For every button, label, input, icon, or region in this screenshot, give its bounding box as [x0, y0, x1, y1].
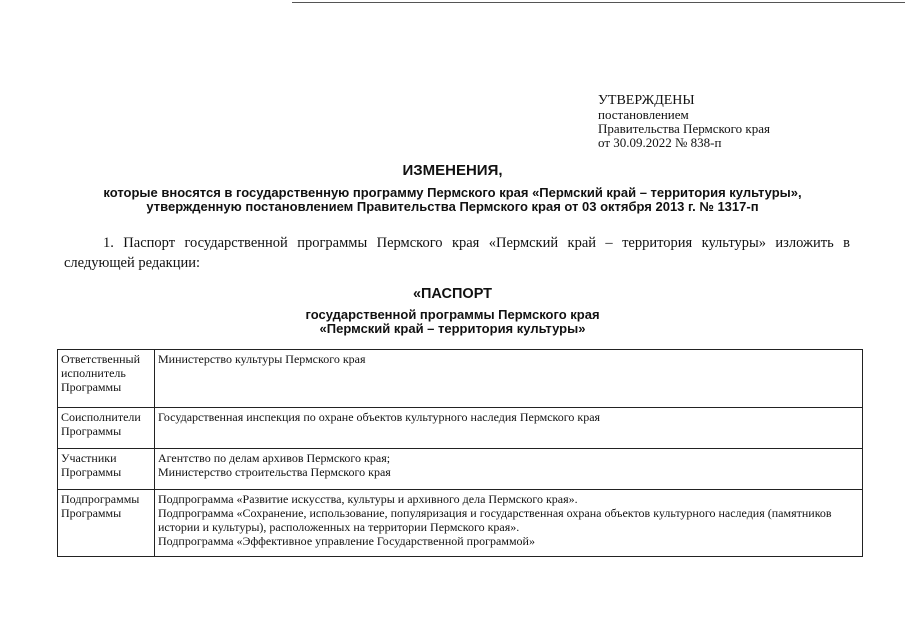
- row-value-line: Министерство культуры Пермского края: [158, 352, 366, 366]
- row-value-line: Государственная инспекция по охране объектов культурного наследия Пермского края: [158, 410, 601, 424]
- row-value: [155, 350, 863, 408]
- row-value-line: Подпрограмма «Эффективное управление Государственной программой»: [158, 534, 535, 548]
- row-label: Соисполнители Программы: [58, 408, 155, 449]
- passport-title: «ПАСПОРТ: [412, 286, 493, 302]
- approval-line: постановлением: [598, 107, 689, 122]
- passport-subtitle: государственной программы Пермского края: [305, 307, 600, 322]
- body-paragraph: 1. Паспорт государственной программы Пермского края «Пермский край – территория культуры» изложить в следующей редакции:: [64, 235, 850, 271]
- table-row: [58, 408, 863, 449]
- approval-stamp: [598, 94, 770, 150]
- passport-table: [57, 349, 863, 557]
- row-value: [155, 408, 863, 449]
- top-border-line: [292, 2, 905, 3]
- approval-line: Правительства Пермского края: [598, 121, 770, 136]
- passport-subtitle: «Пермский край – территория культуры»: [319, 321, 586, 336]
- document-subtitle: которые вносятся в государственную программу Пермского края «Пермский край – территория культуры»,: [103, 185, 802, 200]
- approval-line: от 30.09.2022 № 838-п: [598, 135, 722, 150]
- row-value-line: Агентство по делам архивов Пермского края;: [158, 451, 391, 465]
- row-label: Ответственный исполнитель Программы: [58, 350, 155, 408]
- row-value: [155, 449, 863, 490]
- row-value-line: Подпрограмма «Развитие искусства, культуры и архивного дела Пермского края».: [158, 492, 578, 506]
- table-row: [58, 490, 863, 557]
- row-value: [155, 490, 863, 557]
- approval-heading: УТВЕРЖДЕНЫ: [598, 93, 695, 108]
- table-row: [58, 449, 863, 490]
- document-title: ИЗМЕНЕНИЯ,: [402, 162, 503, 179]
- row-label: Участники Программы: [58, 449, 155, 490]
- row-value-line: Министерство строительства Пермского края: [158, 465, 391, 479]
- document-subtitle: утвержденную постановлением Правительства Пермского края от 03 октября 2013 г. № 1317-п: [146, 199, 759, 214]
- row-value-line: Подпрограмма «Сохранение, использование, популяризация и государственная охрана объектов культурного наследия (памятников истории и культуры), расположенных на территории Пермского края».: [158, 506, 832, 534]
- table-row: [58, 350, 863, 408]
- row-label: Подпрограммы Программы: [58, 490, 155, 557]
